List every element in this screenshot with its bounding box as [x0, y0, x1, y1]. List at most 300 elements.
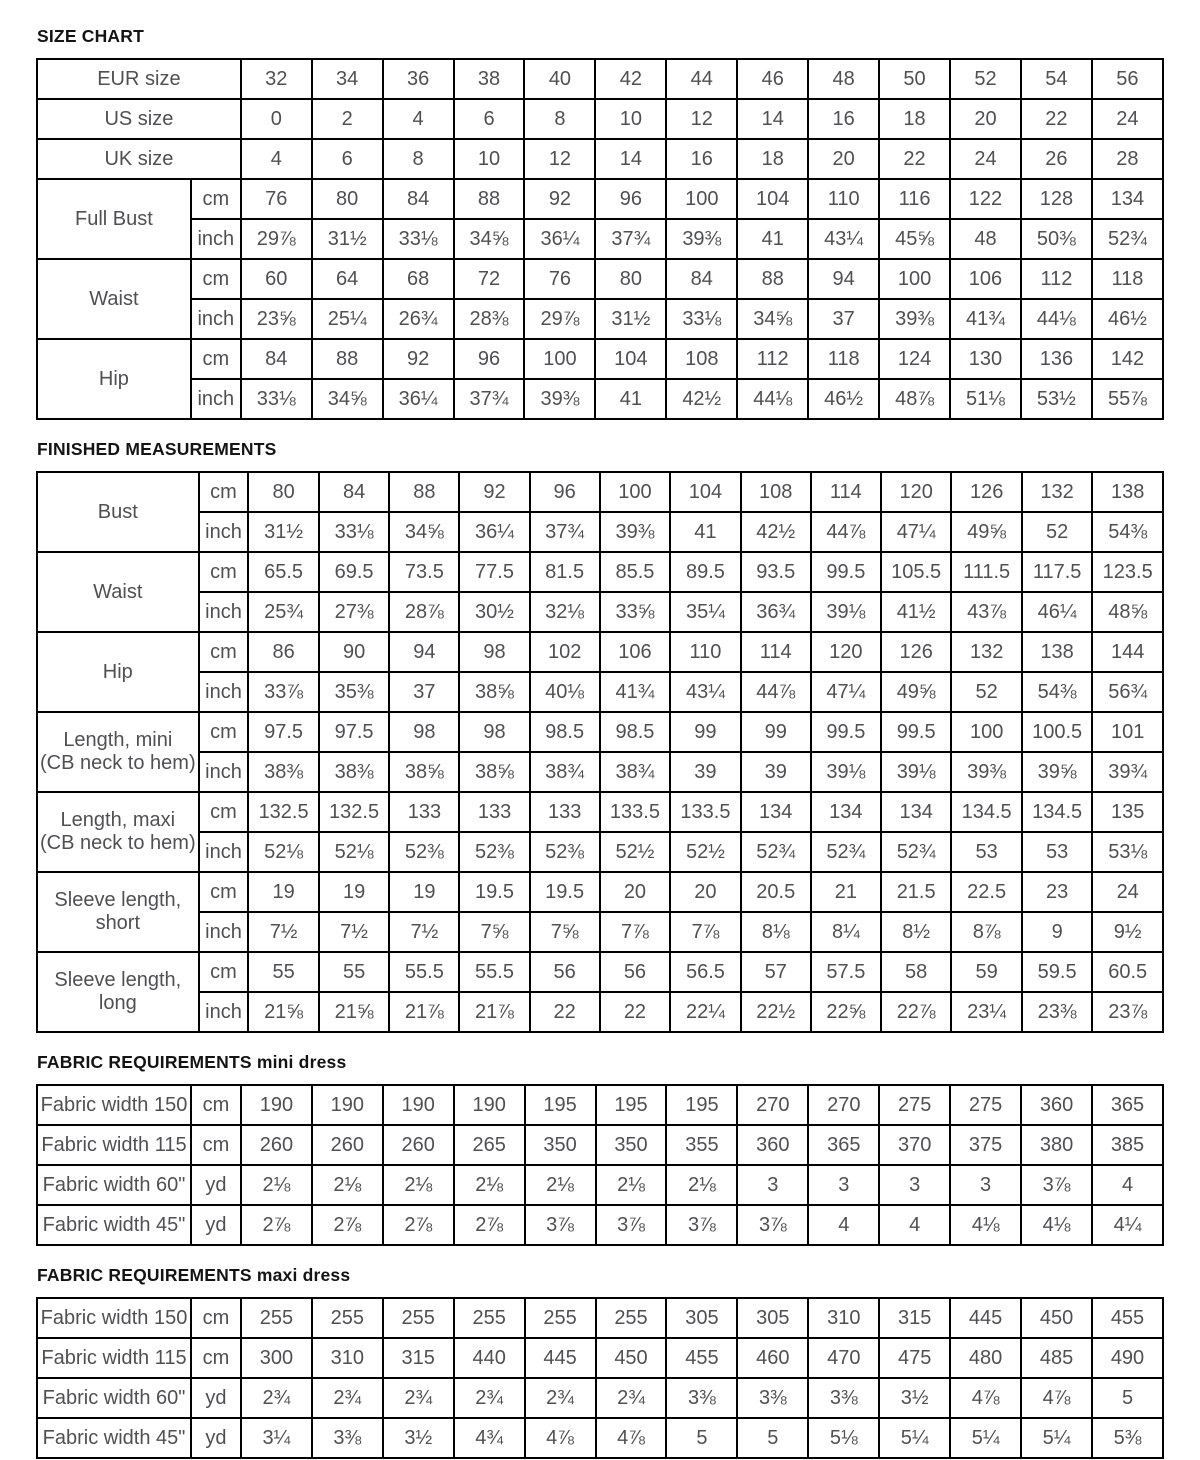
inch-cell: 52½	[600, 832, 670, 872]
cm-cell: 120	[881, 472, 951, 512]
cm-cell: 68	[383, 259, 454, 299]
unit-inch: inch	[199, 832, 249, 872]
inch-cell: 30½	[459, 592, 529, 632]
cm-cell: 20.5	[741, 872, 811, 912]
row-label: US size	[37, 99, 241, 139]
cm-cell: 98.5	[600, 712, 670, 752]
cm-cell: 99.5	[811, 712, 881, 752]
inch-cell: 28⅜	[454, 299, 525, 339]
size-cell: 8	[524, 99, 595, 139]
cm-cell: 100.5	[1022, 712, 1092, 752]
inch-cell: 37	[389, 672, 459, 712]
fabric-cell: 3	[808, 1165, 879, 1205]
fabric-cell: 305	[737, 1298, 808, 1338]
fabric-cell: 475	[879, 1338, 950, 1378]
cm-cell: 88	[389, 472, 459, 512]
size-cell: 48	[808, 59, 879, 99]
cm-cell: 94	[389, 632, 459, 672]
inch-cell: 49⅝	[881, 672, 951, 712]
fabric-maxi-heading: FABRIC REQUIREMENTS maxi dress	[37, 1265, 351, 1285]
row-label-line: long	[98, 992, 137, 1014]
inch-cell: 37¾	[530, 512, 600, 552]
fabric-cell: 3	[950, 1165, 1021, 1205]
fabric-cell: 2¾	[525, 1378, 596, 1418]
row-label	[37, 792, 199, 872]
fabric-cell: 455	[1092, 1298, 1163, 1338]
cm-cell: 56	[530, 952, 600, 992]
inch-cell: 49⅝	[951, 512, 1021, 552]
size-cell: 12	[524, 139, 595, 179]
row-label: Fabric width 45"	[37, 1418, 191, 1458]
cm-cell: 118	[1092, 259, 1163, 299]
inch-cell: 21⅞	[389, 992, 459, 1032]
fabric-cell: 310	[312, 1338, 383, 1378]
cm-cell: 99	[670, 712, 740, 752]
inch-cell: 44⅛	[1021, 299, 1092, 339]
cm-cell: 21	[811, 872, 881, 912]
fabric-cell: 3⅞	[666, 1205, 737, 1245]
cm-cell: 72	[454, 259, 525, 299]
row-label-line: Bust	[97, 500, 138, 523]
inch-cell: 41¾	[950, 299, 1021, 339]
inch-cell: 36¼	[383, 379, 454, 419]
inch-cell: 41	[670, 512, 740, 552]
inch-cell: 53	[1022, 832, 1092, 872]
fabric-cell: 3⅞	[737, 1205, 808, 1245]
cm-cell: 114	[811, 472, 881, 512]
cm-cell: 117.5	[1022, 552, 1092, 592]
inch-cell: 47¼	[881, 512, 951, 552]
inch-cell: 26¾	[383, 299, 454, 339]
size-cell: 12	[666, 99, 737, 139]
cm-cell: 21.5	[881, 872, 951, 912]
fabric-cell: 315	[383, 1338, 454, 1378]
fabric-cell: 470	[808, 1338, 879, 1378]
fabric-cell: 260	[383, 1125, 454, 1165]
fabric-cell: 2⅞	[312, 1205, 383, 1245]
cm-cell: 80	[595, 259, 666, 299]
cm-cell: 98.5	[530, 712, 600, 752]
cm-cell: 80	[312, 179, 383, 219]
size-cell: 18	[737, 139, 808, 179]
row-label-line: Waist	[89, 287, 139, 310]
cm-cell: 98	[459, 712, 529, 752]
inch-cell: 9½	[1092, 912, 1163, 952]
inch-cell: 53½	[1021, 379, 1092, 419]
fabric-cell: 2¾	[241, 1378, 312, 1418]
unit: yd	[191, 1165, 241, 1205]
inch-cell: 25¼	[312, 299, 383, 339]
inch-cell: 51⅛	[950, 379, 1021, 419]
inch-cell: 38⅝	[389, 752, 459, 792]
size-cell: 22	[879, 139, 950, 179]
fabric-row	[37, 1418, 1163, 1458]
cm-cell: 100	[600, 472, 670, 512]
cm-cell: 84	[666, 259, 737, 299]
row-label-line: Sleeve length,	[54, 969, 182, 991]
unit-cm: cm	[199, 632, 249, 672]
size-chart-table	[36, 58, 1164, 420]
cm-cell: 134.5	[1022, 792, 1092, 832]
inch-cell: 33⅞	[248, 672, 318, 712]
cm-cell: 106	[950, 259, 1021, 299]
size-cell: 32	[241, 59, 312, 99]
unit-inch: inch	[191, 219, 241, 259]
inch-cell: 53⅛	[1092, 832, 1163, 872]
unit: yd	[191, 1418, 241, 1458]
cm-cell: 96	[595, 179, 666, 219]
inch-cell: 46½	[808, 379, 879, 419]
fabric-cell: 310	[808, 1298, 879, 1338]
inch-cell: 21⅝	[319, 992, 389, 1032]
row-label: Fabric width 150	[37, 1298, 191, 1338]
row-label	[37, 339, 191, 419]
unit-inch: inch	[191, 379, 241, 419]
cm-cell: 19	[389, 872, 459, 912]
measure-row-inch	[37, 512, 1163, 552]
fabric-cell: 460	[737, 1338, 808, 1378]
cm-cell: 106	[600, 632, 670, 672]
cm-cell: 76	[524, 259, 595, 299]
row-label-line: Full Bust	[75, 207, 153, 230]
cm-cell: 99.5	[811, 552, 881, 592]
cm-cell: 99.5	[881, 712, 951, 752]
inch-cell: 50⅜	[1021, 219, 1092, 259]
cm-cell: 133	[530, 792, 600, 832]
inch-cell: 48⅞	[879, 379, 950, 419]
fabric-cell: 5⅜	[1092, 1418, 1163, 1458]
fabric-cell: 2⅞	[383, 1205, 454, 1245]
cm-cell: 123.5	[1092, 552, 1163, 592]
cm-cell: 96	[530, 472, 600, 512]
cm-cell: 126	[881, 632, 951, 672]
cm-cell: 64	[312, 259, 383, 299]
fabric-cell: 255	[454, 1298, 525, 1338]
inch-cell: 36¾	[741, 592, 811, 632]
unit-inch: inch	[199, 672, 249, 712]
unit: cm	[191, 1298, 241, 1338]
inch-cell: 42½	[666, 379, 737, 419]
inch-cell: 52	[1022, 512, 1092, 552]
inch-cell: 34⅝	[737, 299, 808, 339]
fabric-cell: 190	[383, 1085, 454, 1125]
measure-row-cm	[37, 472, 1163, 512]
cm-cell: 100	[951, 712, 1021, 752]
cm-cell: 128	[1021, 179, 1092, 219]
unit-inch: inch	[199, 512, 249, 552]
inch-cell: 39⅝	[1022, 752, 1092, 792]
inch-cell: 38¾	[530, 752, 600, 792]
size-row	[37, 99, 1163, 139]
inch-cell: 43¼	[808, 219, 879, 259]
inch-cell: 52⅛	[248, 832, 318, 872]
inch-cell: 46¼	[1022, 592, 1092, 632]
inch-cell: 27⅜	[319, 592, 389, 632]
inch-cell: 48	[950, 219, 1021, 259]
fabric-cell: 315	[879, 1298, 950, 1338]
inch-cell: 22¼	[670, 992, 740, 1032]
fabric-cell: 480	[950, 1338, 1021, 1378]
inch-cell: 21⅝	[248, 992, 318, 1032]
inch-cell: 29⅞	[524, 299, 595, 339]
cm-cell: 93.5	[741, 552, 811, 592]
inch-cell: 53	[951, 832, 1021, 872]
row-label: Fabric width 60"	[37, 1378, 191, 1418]
inch-cell: 37	[808, 299, 879, 339]
fabric-cell: 3½	[383, 1418, 454, 1458]
cm-cell: 130	[950, 339, 1021, 379]
measure-row-cm	[37, 952, 1163, 992]
inch-cell: 52⅜	[530, 832, 600, 872]
fabric-cell: 195	[596, 1085, 667, 1125]
inch-cell: 43¼	[670, 672, 740, 712]
cm-cell: 98	[389, 712, 459, 752]
fabric-cell: 2¾	[454, 1378, 525, 1418]
inch-cell: 39	[670, 752, 740, 792]
cm-cell: 89.5	[670, 552, 740, 592]
inch-cell: 39⅛	[811, 592, 881, 632]
cm-cell: 108	[741, 472, 811, 512]
cm-cell: 86	[248, 632, 318, 672]
cm-cell: 100	[524, 339, 595, 379]
measure-row-cm	[37, 179, 1163, 219]
fabric-cell: 265	[454, 1125, 525, 1165]
inch-cell: 56¾	[1092, 672, 1163, 712]
cm-cell: 112	[1021, 259, 1092, 299]
row-label: EUR size	[37, 59, 241, 99]
fabric-cell: 2⅛	[525, 1165, 596, 1205]
fabric-cell: 255	[525, 1298, 596, 1338]
measure-row-inch	[37, 832, 1163, 872]
inch-cell: 8¼	[811, 912, 881, 952]
inch-cell: 7½	[389, 912, 459, 952]
cm-cell: 20	[600, 872, 670, 912]
size-cell: 8	[383, 139, 454, 179]
size-cell: 4	[241, 139, 312, 179]
inch-cell: 41¾	[600, 672, 670, 712]
fabric-cell: 350	[525, 1125, 596, 1165]
fabric-cell: 3⅜	[737, 1378, 808, 1418]
fabric-cell: 3	[737, 1165, 808, 1205]
inch-cell: 7⅝	[459, 912, 529, 952]
cm-cell: 111.5	[951, 552, 1021, 592]
cm-cell: 104	[595, 339, 666, 379]
fabric-row	[37, 1338, 1163, 1378]
inch-cell: 22	[530, 992, 600, 1032]
cm-cell: 60.5	[1092, 952, 1163, 992]
fabric-cell: 370	[879, 1125, 950, 1165]
measure-row-inch	[37, 752, 1163, 792]
inch-cell: 39⅜	[879, 299, 950, 339]
cm-cell: 114	[741, 632, 811, 672]
row-label-line: (CB neck to hem)	[40, 752, 196, 774]
measure-row-cm	[37, 872, 1163, 912]
size-cell: 18	[879, 99, 950, 139]
fabric-cell: 195	[666, 1085, 737, 1125]
fabric-cell: 445	[950, 1298, 1021, 1338]
cm-cell: 77.5	[459, 552, 529, 592]
inch-cell: 41	[737, 219, 808, 259]
size-cell: 24	[1092, 99, 1163, 139]
row-label-line: Length, maxi	[60, 809, 176, 831]
size-cell: 44	[666, 59, 737, 99]
size-cell: 26	[1021, 139, 1092, 179]
fabric-cell: 275	[879, 1085, 950, 1125]
fabric-cell: 260	[312, 1125, 383, 1165]
measure-row-inch	[37, 912, 1163, 952]
cm-cell: 65.5	[248, 552, 318, 592]
unit-cm: cm	[199, 712, 249, 752]
size-cell: 6	[312, 139, 383, 179]
inch-cell: 8⅛	[741, 912, 811, 952]
size-chart-heading: SIZE CHART	[37, 26, 144, 46]
inch-cell: 37¾	[595, 219, 666, 259]
section-fabric-maxi	[36, 1265, 1164, 1459]
inch-cell: 23⅜	[1022, 992, 1092, 1032]
inch-cell: 34⅝	[312, 379, 383, 419]
unit-cm: cm	[191, 179, 241, 219]
cm-cell: 55	[319, 952, 389, 992]
cm-cell: 132	[1022, 472, 1092, 512]
cm-cell: 59.5	[1022, 952, 1092, 992]
inch-cell: 31½	[248, 512, 318, 552]
cm-cell: 134	[741, 792, 811, 832]
fabric-cell: 4⅛	[1021, 1205, 1092, 1245]
inch-cell: 22½	[741, 992, 811, 1032]
fabric-cell: 365	[808, 1125, 879, 1165]
fabric-cell: 2⅛	[312, 1165, 383, 1205]
measure-row-inch	[37, 299, 1163, 339]
size-cell: 14	[595, 139, 666, 179]
cm-cell: 105.5	[881, 552, 951, 592]
inch-cell: 37¾	[454, 379, 525, 419]
cm-cell: 81.5	[530, 552, 600, 592]
cm-cell: 73.5	[389, 552, 459, 592]
row-label: Fabric width 60"	[37, 1165, 191, 1205]
row-label-line: short	[95, 912, 141, 934]
row-label-line: Waist	[93, 580, 143, 603]
cm-cell: 56.5	[670, 952, 740, 992]
fabric-cell: 270	[737, 1085, 808, 1125]
fabric-cell: 5	[1092, 1378, 1163, 1418]
cm-cell: 88	[454, 179, 525, 219]
size-cell: 24	[950, 139, 1021, 179]
inch-cell: 36¼	[459, 512, 529, 552]
measure-row-inch	[37, 379, 1163, 419]
cm-cell: 96	[454, 339, 525, 379]
unit: cm	[191, 1125, 241, 1165]
fabric-cell: 5	[737, 1418, 808, 1458]
fabric-cell: 300	[241, 1338, 312, 1378]
inch-cell: 39	[741, 752, 811, 792]
measure-row-cm	[37, 792, 1163, 832]
section-fabric-mini	[36, 1052, 1164, 1246]
cm-cell: 76	[241, 179, 312, 219]
cm-cell: 88	[737, 259, 808, 299]
inch-cell: 40⅛	[530, 672, 600, 712]
row-label	[37, 952, 199, 1032]
fabric-cell: 255	[383, 1298, 454, 1338]
fabric-maxi-table	[36, 1297, 1164, 1459]
unit-inch: inch	[199, 912, 249, 952]
cm-cell: 57.5	[811, 952, 881, 992]
inch-cell: 23⅞	[1092, 992, 1163, 1032]
fabric-cell: 3⅞	[1021, 1165, 1092, 1205]
cm-cell: 120	[811, 632, 881, 672]
fabric-cell: 5	[666, 1418, 737, 1458]
fabric-mini-table	[36, 1084, 1164, 1246]
inch-cell: 34⅝	[389, 512, 459, 552]
cm-cell: 108	[666, 339, 737, 379]
section-size-chart	[36, 26, 1164, 420]
fabric-row	[37, 1085, 1163, 1125]
cm-cell: 104	[670, 472, 740, 512]
row-label: Fabric width 115	[37, 1338, 191, 1378]
inch-cell: 52½	[670, 832, 740, 872]
fabric-cell: 490	[1092, 1338, 1163, 1378]
row-label	[37, 552, 199, 632]
inch-cell: 39⅜	[666, 219, 737, 259]
inch-cell: 31½	[595, 299, 666, 339]
fabric-cell: 2¾	[596, 1378, 667, 1418]
cm-cell: 142	[1092, 339, 1163, 379]
size-cell: 36	[383, 59, 454, 99]
inch-cell: 33⅛	[319, 512, 389, 552]
row-label	[37, 712, 199, 792]
inch-cell: 7⅞	[600, 912, 670, 952]
inch-cell: 29⅞	[241, 219, 312, 259]
inch-cell: 52⅛	[319, 832, 389, 872]
cm-cell: 58	[881, 952, 951, 992]
inch-cell: 22	[600, 992, 670, 1032]
cm-cell: 98	[459, 632, 529, 672]
fabric-cell: 350	[596, 1125, 667, 1165]
finished-measurements-heading: FINISHED MEASUREMENTS	[37, 439, 277, 459]
cm-cell: 20	[670, 872, 740, 912]
inch-cell: 52⅜	[459, 832, 529, 872]
measure-row-cm	[37, 552, 1163, 592]
cm-cell: 99	[741, 712, 811, 752]
inch-cell: 46½	[1092, 299, 1163, 339]
inch-cell: 22⅞	[881, 992, 951, 1032]
fabric-cell: 4¾	[454, 1418, 525, 1458]
inch-cell: 31½	[312, 219, 383, 259]
size-cell: 20	[950, 99, 1021, 139]
size-cell: 10	[595, 99, 666, 139]
cm-cell: 132.5	[248, 792, 318, 832]
fabric-cell: 190	[241, 1085, 312, 1125]
unit-cm: cm	[199, 952, 249, 992]
cm-cell: 134	[1092, 179, 1163, 219]
row-label: Fabric width 115	[37, 1125, 191, 1165]
row-label-line: Sleeve length,	[54, 889, 182, 911]
inch-cell: 47¼	[811, 672, 881, 712]
measure-row-cm	[37, 259, 1163, 299]
inch-cell: 42½	[741, 512, 811, 552]
cm-cell: 92	[459, 472, 529, 512]
size-row	[37, 59, 1163, 99]
inch-cell: 32⅛	[530, 592, 600, 632]
fabric-cell: 3⅜	[312, 1418, 383, 1458]
cm-cell: 110	[808, 179, 879, 219]
fabric-cell: 2⅛	[454, 1165, 525, 1205]
inch-cell: 38⅜	[248, 752, 318, 792]
inch-cell: 7⅝	[530, 912, 600, 952]
cm-cell: 84	[383, 179, 454, 219]
measure-row-cm	[37, 632, 1163, 672]
inch-cell: 34⅝	[454, 219, 525, 259]
fabric-cell: 450	[596, 1338, 667, 1378]
